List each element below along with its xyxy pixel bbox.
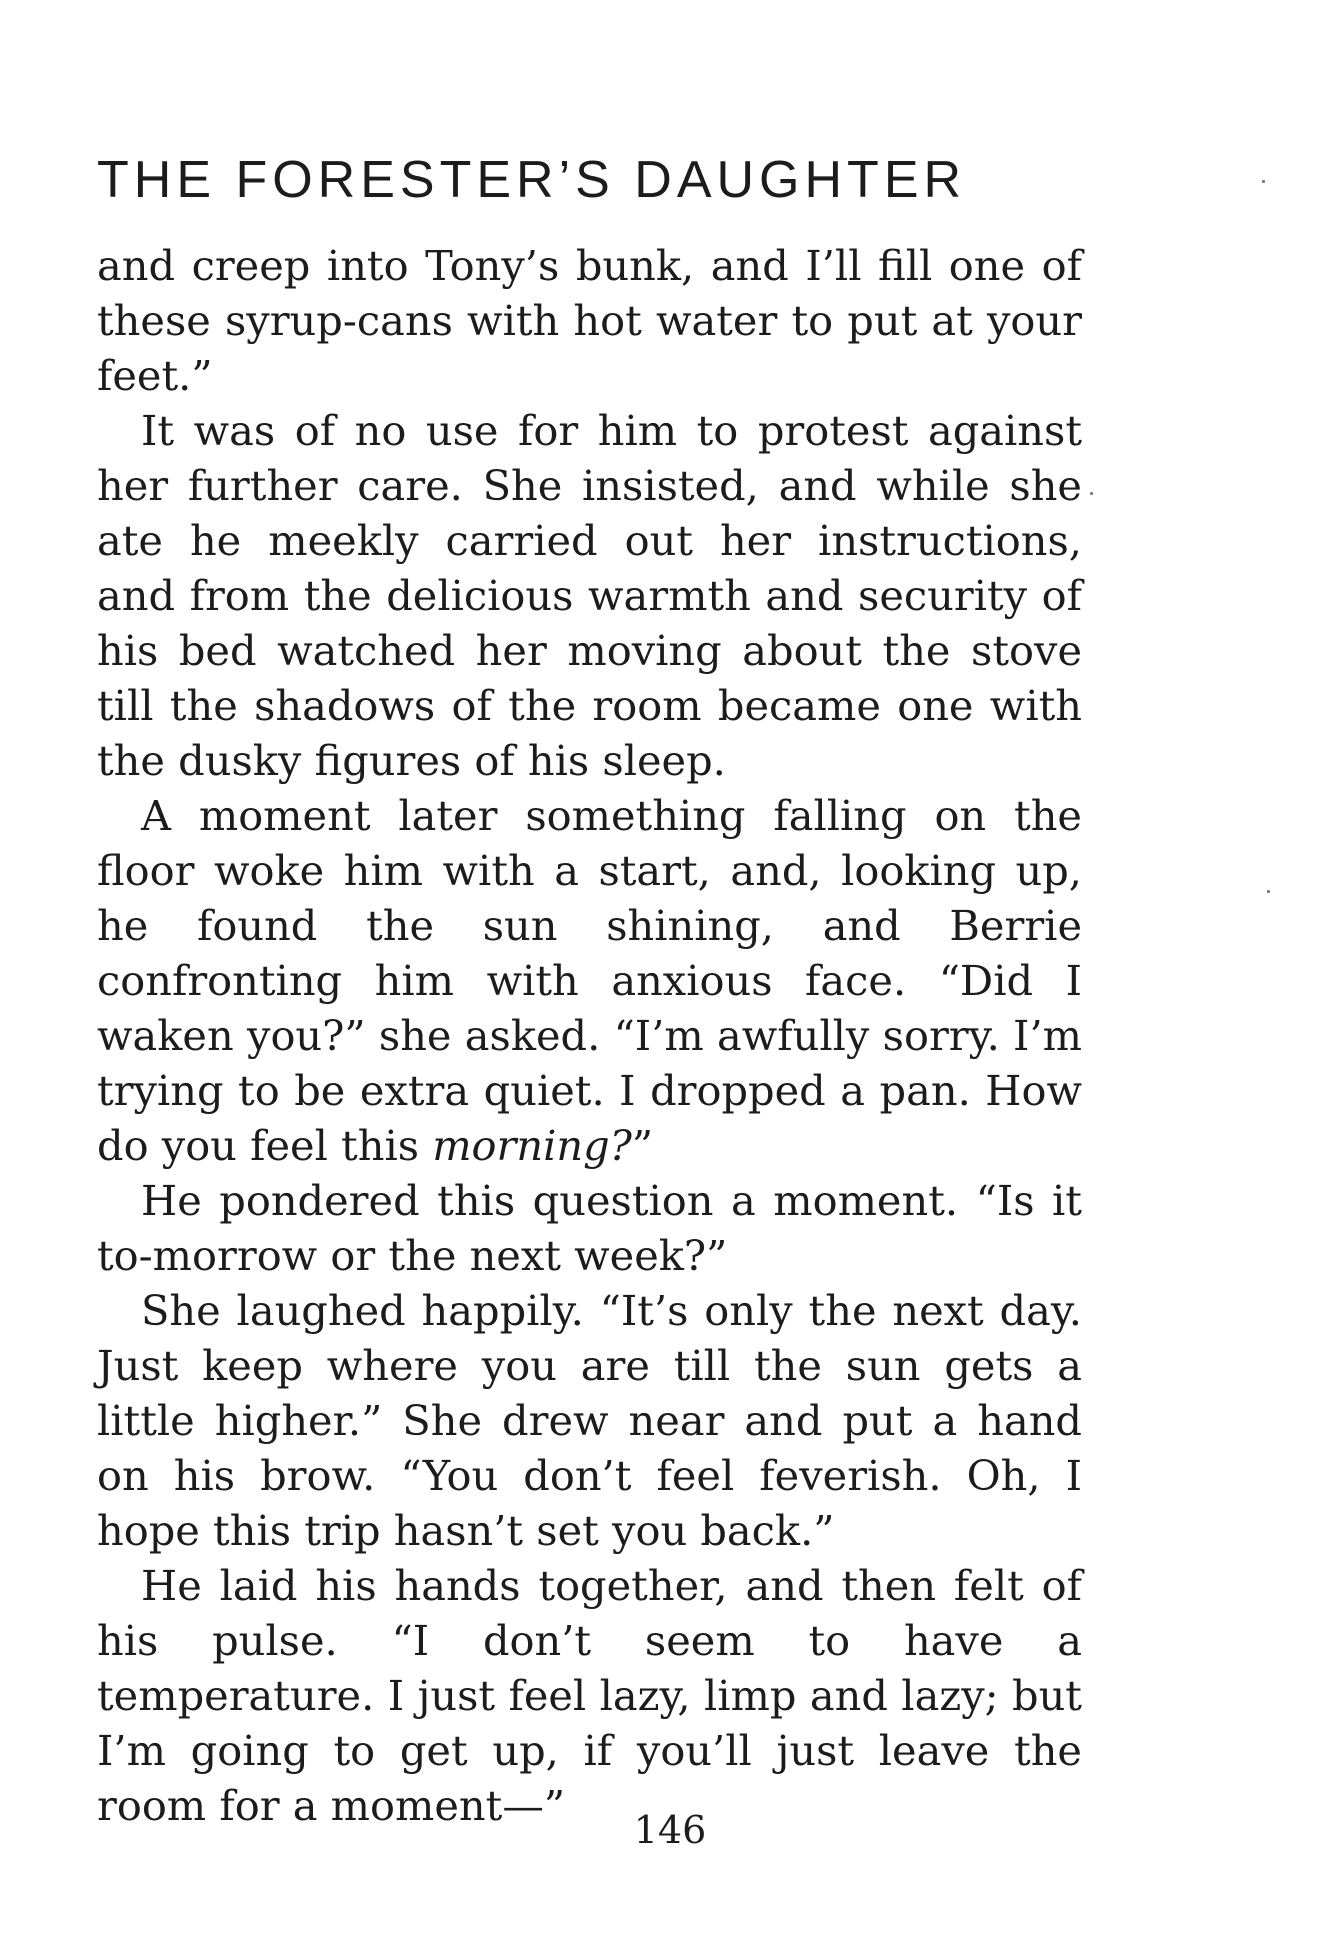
running-head: THE FORESTER’S DAUGHTER bbox=[97, 151, 967, 209]
paragraph-6 bbox=[97, 1558, 1082, 1833]
body-text bbox=[97, 238, 1082, 1833]
paragraph-5 bbox=[97, 1283, 1082, 1558]
page-number: 146 bbox=[633, 1808, 707, 1852]
paragraph-2 bbox=[97, 403, 1082, 788]
paragraph-4 bbox=[97, 1173, 1082, 1283]
paragraph-3-closing-quote: ” bbox=[631, 1121, 654, 1170]
paragraph-3 bbox=[97, 788, 1082, 1173]
scan-speck bbox=[1090, 492, 1093, 495]
paragraph-3-italic-word: morning? bbox=[432, 1121, 632, 1170]
scan-speck bbox=[1262, 180, 1265, 183]
book-page bbox=[97, 150, 1082, 1833]
paragraph-3-text: A moment later something falling on the floor woke him with a start, and, looking up, he found the sun shining, and Berrie confronting him with anxious face. “Did I waken you?” she asked. “I’m awfully sorry. I’m trying to be extra quiet. I dropped a pan. How do you feel this bbox=[97, 791, 1082, 1170]
paragraph-1 bbox=[97, 238, 1082, 403]
scan-speck bbox=[1267, 890, 1270, 893]
paragraph-2-text: It was of no use for him to protest against her further care. She insisted, and while she ate he meekly carried out her instructions, and from the delicious warmth and security of his bed watched her moving about the stove till the shadows of the room became one with the dusky figures of his sleep. bbox=[97, 406, 1082, 785]
paragraph-1-text: and creep into Tony’s bunk, and I’ll fill one of these syrup-cans with hot water to put at your feet.” bbox=[97, 241, 1082, 400]
paragraph-5-text: She laughed happily. “It’s only the next day. Just keep where you are till the sun gets a little higher.” She drew near and put a hand on his brow. “You don’t feel feverish. Oh, I hope this trip hasn’t set you back.” bbox=[97, 1286, 1082, 1555]
paragraph-4-text: He pondered this question a moment. “Is it to-morrow or the next week?” bbox=[97, 1176, 1082, 1280]
paragraph-6-text: He laid his hands together, and then felt of his pulse. “I don’t seem to have a temperature. I just feel lazy, limp and lazy; but I’m going to get up, if you’ll just leave the room for a moment—” bbox=[97, 1561, 1082, 1830]
